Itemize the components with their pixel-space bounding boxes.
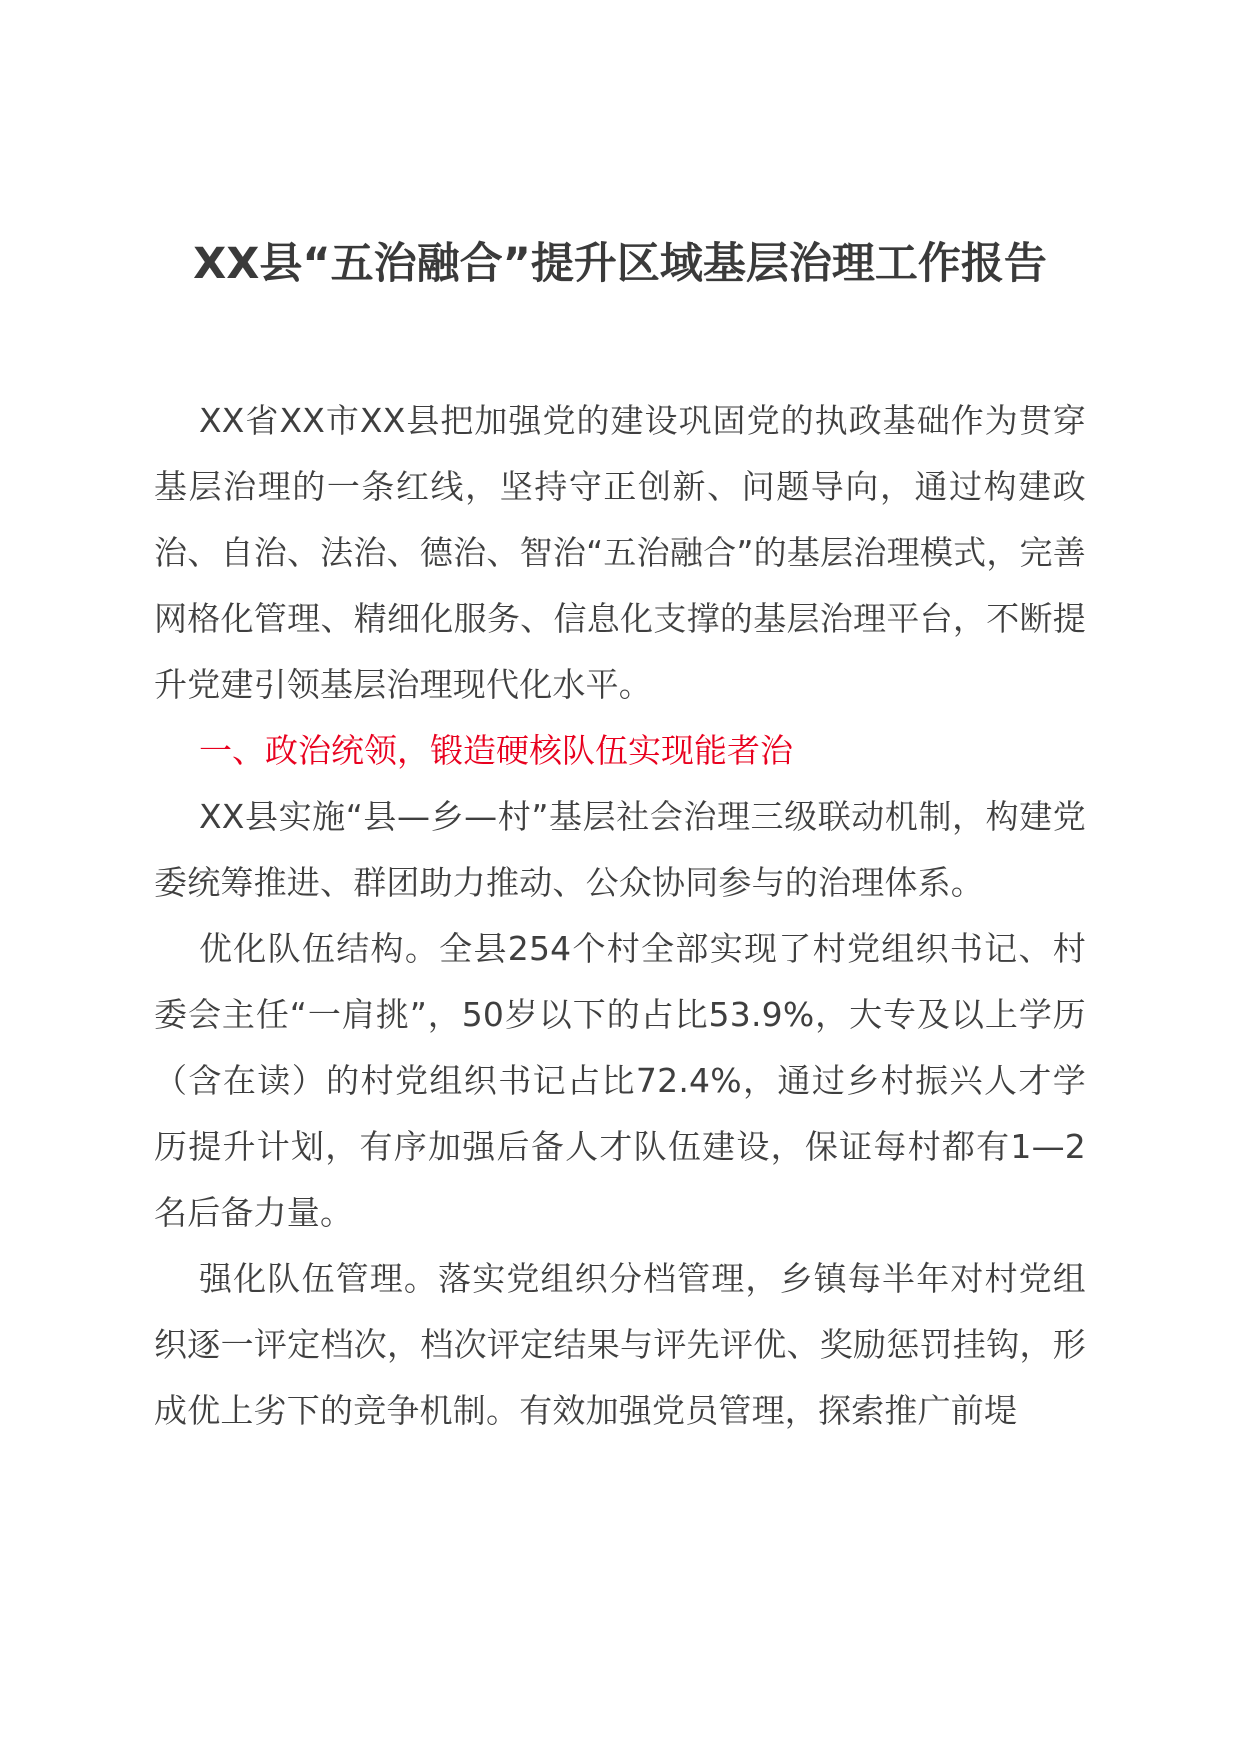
document-body: [154, 388, 1086, 1444]
section-paragraph-3: 强化队伍管理。落实党组织分档管理，乡镇每半年对村党组织逐一评定档次，档次评定结果与评先评优、奖励惩罚挂钩，形成优上劣下的竞争机制。有效加强党员管理，探索推广前堤: [154, 1259, 1086, 1430]
section-heading: 一、政治统领，锻造硬核队伍实现能者治: [199, 731, 793, 770]
section-paragraph-1: XX县实施“县—乡—村”基层社会治理三级联动机制，构建党委统筹推进、群团助力推动、公众协同参与的治理体系。: [154, 797, 1086, 902]
section-paragraph-2: 优化队伍结构。全县254个村全部实现了村党组织书记、村委会主任“一肩挑”，50岁以下的占比53.9%，大专及以上学历（含在读）的村党组织书记占比72.4%，通过乡村振兴人才学历提升计划，有序加强后备人才队伍建设，保证每村都有1—2名后备力量。: [154, 929, 1086, 1232]
intro-paragraph: XX省XX市XX县把加强党的建设巩固党的执政基础作为贯穿基层治理的一条红线，坚持守正创新、问题导向，通过构建政治、自治、法治、德治、智治“五治融合”的基层治理模式，完善网格化管理、精细化服务、信息化支撑的基层治理平台，不断提升党建引领基层治理现代化水平。: [154, 401, 1086, 704]
document-title: XX县“五治融合”提升区域基层治理工作报告: [193, 239, 1047, 289]
